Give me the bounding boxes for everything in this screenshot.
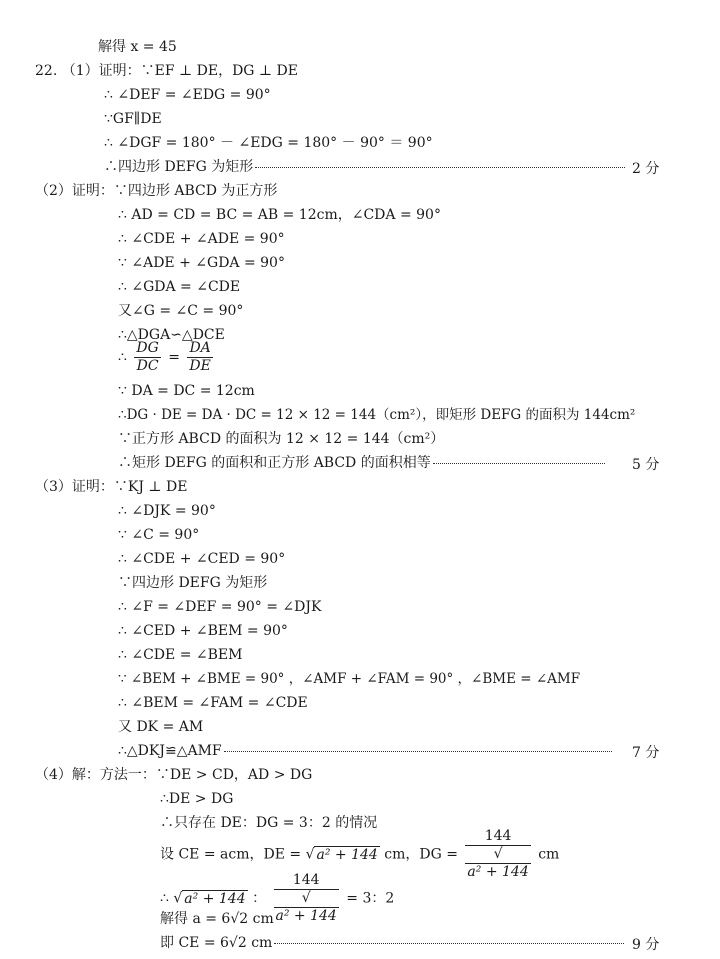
proof-line: ∴ ∠CDE + ∠CED = 90° — [118, 551, 286, 567]
fraction: 144 √ a² + 144 — [275, 872, 337, 924]
proof-line: （2）证明：∵四边形 ABCD 为正方形 — [35, 183, 278, 199]
proof-line: 又∠G = ∠C = 90° — [118, 303, 244, 319]
proof-line: ∵GF∥DE — [104, 111, 162, 127]
fraction: $\frac{DA}{DE}$ — [189, 340, 211, 374]
score-mark: 7 分 — [632, 745, 660, 761]
proof-line: ∴ ∠DJK = 90° — [118, 503, 216, 519]
radical: a² + 144 — [275, 908, 337, 924]
proof-line: ∴△DGA∽△DCE — [118, 327, 225, 343]
fraction: 144 √ a² + 144 — [467, 828, 529, 880]
leader-dots — [433, 463, 605, 464]
radical: a² + 144 — [316, 846, 378, 863]
proof-line: ∴ ∠CDE = ∠BEM — [118, 647, 243, 663]
proof-line — [160, 934, 626, 952]
proof-line: ∴DG · DE = DA · DC = 12 × 12 = 144（cm²），即矩形 DEFG 的面积为 144cm² — [118, 407, 636, 423]
proof-line: ∴ ∠CED + ∠BEM = 90° — [118, 623, 288, 639]
proof-line: ∵ ∠ADE + ∠GDA = 90° — [118, 255, 285, 271]
score-mark: 9 分 — [632, 937, 660, 953]
proof-text: ∴△DKJ≌△AMF — [118, 743, 222, 759]
proof-line: ∴ ∠DEF = ∠EDG = 90° — [104, 87, 271, 103]
proof-text: ∴矩形 DEFG 的面积和正方形 ABCD 的面积相等 — [118, 455, 431, 471]
proof-line: ∵ ∠C = 90° — [118, 527, 200, 543]
proof-line: ∴ ∠DGF = 180° － ∠EDG = 180° － 90° ＝ 90° — [104, 135, 433, 151]
proof-text: 即 CE = 6√2 cm — [160, 935, 273, 951]
score-mark: 5 分 — [632, 457, 660, 473]
proof-line: ∴DE > DG — [160, 791, 234, 807]
result-line: ∴ √ a² + 144 ： 144 √ a² + 144 = 3：2 — [160, 872, 395, 924]
radical: a² + 144 — [184, 890, 246, 907]
proof-line: ∴ ∠F = ∠DEF = 90° = ∠DJK — [118, 599, 322, 615]
proof-line: ∴ ∠BEM = ∠FAM = ∠CDE — [118, 695, 308, 711]
proof-line: ∴只存在 DE：DG = 3：2 的情况 — [160, 815, 378, 831]
proof-line: （4）解：方法一：∵DE > CD，AD > DG — [35, 767, 313, 783]
proof-line: ∵四边形 DEFG 为矩形 — [118, 575, 268, 591]
leader-dots — [255, 167, 625, 168]
proof-line: 22. （1）证明：∵EF ⊥ DE，DG ⊥ DE — [35, 63, 298, 79]
radical: a² + 144 — [467, 864, 529, 880]
ratio-line: ∴ $\frac{DG}{DC}$ = $\frac{DA}{DE}$ — [118, 340, 211, 374]
proof-line — [118, 454, 607, 472]
proof-line: ∴ AD = CD = BC = AB = 12cm，∠CDA = 90° — [118, 207, 441, 223]
proof-line: ∴ ∠CDE + ∠ADE = 90° — [118, 231, 285, 247]
setup-line: 设 CE = acm，DE = √ a² + 144 cm，DG = 144 √ a² + 144 cm — [160, 828, 560, 880]
proof-line: ∵ DA = DC = 12cm — [118, 383, 255, 399]
proof-line — [104, 158, 627, 176]
fraction: $\frac{DG}{DC}$ — [136, 340, 159, 374]
score-mark: 2 分 — [632, 161, 660, 177]
proof-text: ∴四边形 DEFG 为矩形 — [104, 159, 254, 175]
leader-dots — [274, 943, 624, 944]
proof-line: ∴ ∠GDA = ∠CDE — [118, 279, 241, 295]
leader-dots — [224, 751, 612, 752]
proof-line: ∵ ∠BEM + ∠BME = 90° ，∠AMF + ∠FAM = 90° ，∠BME = ∠AMF — [118, 671, 581, 687]
proof-line — [118, 742, 614, 760]
solution-line: 解得 x = 45 — [98, 39, 177, 55]
proof-line: 解得 a = 6√2 cm — [160, 911, 274, 927]
proof-line: ∵正方形 ABCD 的面积为 12 × 12 = 144（cm²） — [118, 431, 445, 447]
proof-line: 又 DK = AM — [118, 719, 204, 735]
proof-line: （3）证明：∵KJ ⊥ DE — [35, 479, 188, 495]
